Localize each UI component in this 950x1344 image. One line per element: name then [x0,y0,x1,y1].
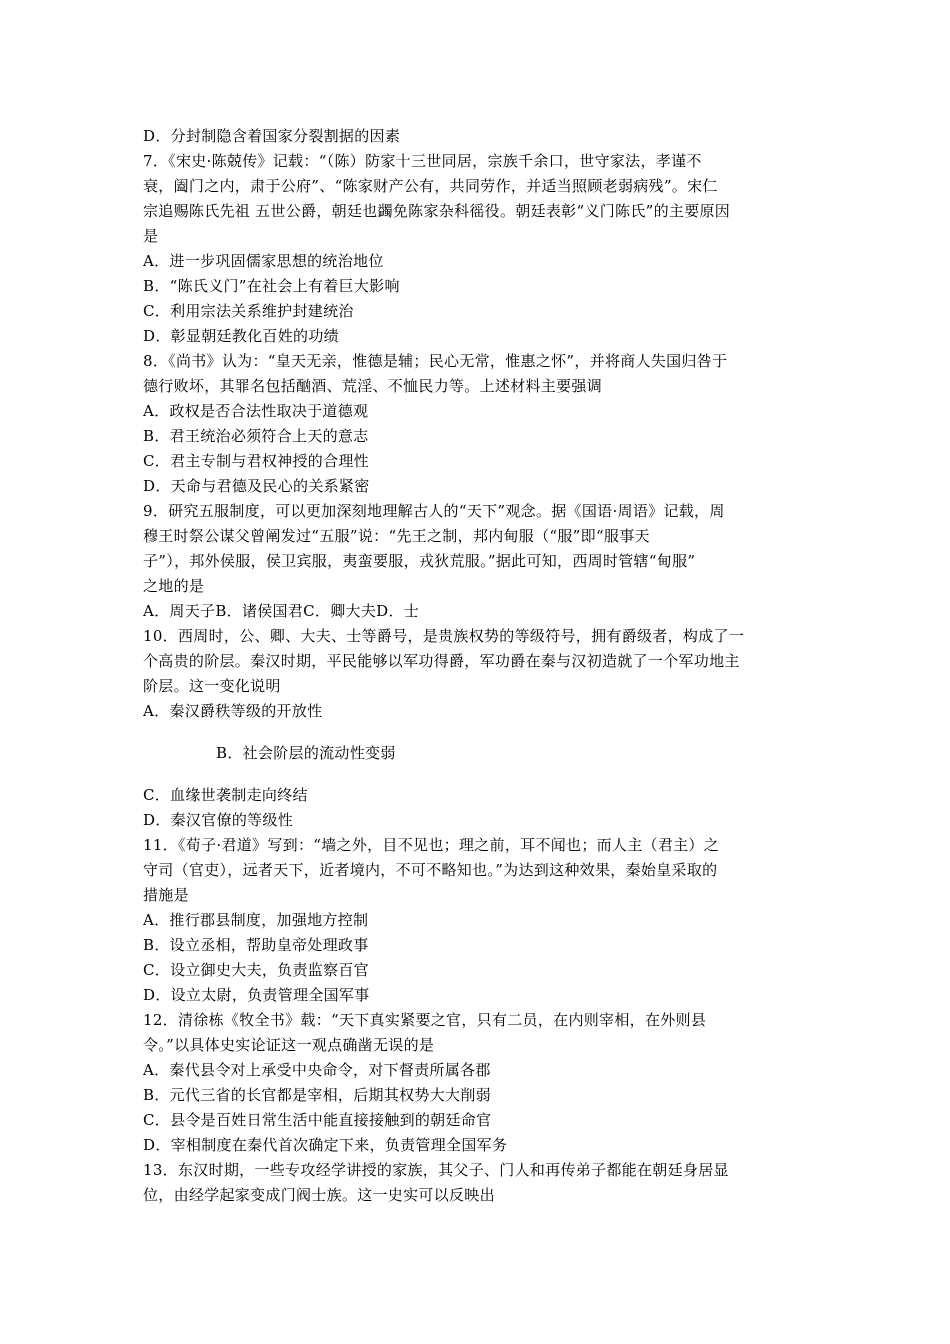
option-8c: C．君主专制与君权神授的合理性 [143,452,369,470]
question-13-line-2: 位，由经学起家变成门阀士族。这一史实可以反映出 [143,1186,495,1204]
option-7d: D．彰显朝廷教化百姓的功绩 [143,327,339,345]
question-11-line-2: 守司（官吏），远者天下，近者境内，不可不略知也。”为达到这种效果，秦始皇采取的 [143,861,718,879]
option-8b: B．君王统治必须符合上天的意志 [143,427,369,445]
option-8d: D．天命与君德及民心的关系紧密 [143,477,370,495]
question-10-line-1: 10．西周时，公、卿、大夫、士等爵号，是贵族权势的等级符号，拥有爵级者，构成了一 [143,627,745,645]
option-10c: C．血缘世袭制走向终结 [143,786,308,804]
question-7-line-1: 7．《宋史·陈兢传》记载：“（陈）防家十三世同居，宗族千余口，世守家法，孝谨不 [143,152,702,170]
question-9-line-4: 之地的是 [143,577,205,595]
option-11c: C．设立御史大夫，负责监察百官 [143,961,369,979]
question-11-line-1: 11．《荀子·君道》写到：“墙之外，目不见也；理之前，耳不闻也；而人主（君主）之 [143,836,720,854]
question-11-line-3: 措施是 [143,886,189,904]
option-7b: B．“陈氏义门”在社会上有着巨大影响 [143,277,400,295]
option-11b: B．设立丞相，帮助皇帝处理政事 [143,936,369,954]
question-9-line-3: 子”），邦外侯服，侯卫宾服，夷蛮要服，戎狄荒服。”据此可知，西周时管辖“甸服” [143,552,696,570]
question-7-line-2: 衰，阖门之内，肃于公府”、“陈家财产公有，共同劳作，并适当照顾老弱病残”。宋仁 [143,177,718,195]
option-7a: A．进一步巩固儒家思想的统治地位 [143,252,384,270]
option-6d: D．分封制隐含着国家分裂割据的因素 [143,127,401,145]
option-11d: D．设立太尉，负责管理全国军事 [143,986,370,1004]
question-7-line-4: 是 [143,227,159,245]
question-8-line-2: 德行败坏，其罪名包括酗酒、荒淫、不恤民力等。上述材料主要强调 [143,377,603,395]
option-12b: B．元代三省的长官都是宰相，后期其权势大大削弱 [143,1086,491,1104]
question-8-line-1: 8．《尚书》认为：“皇天无亲，惟德是辅；民心无常，惟惠之怀”，并将商人失国归咎于 [143,352,728,370]
option-7c: C．利用宗法关系维护封建统治 [143,302,354,320]
option-11a: A．推行郡县制度，加强地方控制 [143,911,369,929]
option-10b: B．社会阶层的流动性变弱 [216,744,396,762]
option-8a: A．政权是否合法性取决于道德观 [143,402,369,420]
question-12-line-1: 12．清徐栋《牧全书》载：“天下真实紧要之官，只有二员，在内则宰相，在外则县 [143,1011,707,1029]
question-10-line-3: 阶层。这一变化说明 [143,677,281,695]
question-9-line-2: 穆王时祭公谋父曾阐发过“五服”说：“先王之制，邦内甸服（“服”即“服事天 [143,527,650,545]
question-7-line-3: 宗追赐陈氏先祖 五世公爵，朝廷也蠲免陈家杂科徭役。朝廷表彰“义门陈氏”的主要原因 [143,202,731,220]
question-10-line-2: 个高贵的阶层。秦汉时期，平民能够以军功得爵，军功爵在秦与汉初造就了一个军功地主 [143,652,740,670]
option-10a: A．秦汉爵秩等级的开放性 [143,702,323,720]
question-9-line-1: 9．研究五服制度，可以更加深刻地理解古人的“天下”观念。据《国语·周语》记载，周 [143,502,725,520]
option-12c: C．县令是百姓日常生活中能直接接触到的朝廷命官 [143,1111,492,1129]
question-12-line-2: 令。”以具体史实论证这一观点确凿无误的是 [143,1036,435,1054]
option-10d: D．秦汉官僚的等级性 [143,811,294,829]
option-12a: A．秦代县令对上承受中央命令，对下督责所属各郡 [143,1061,491,1079]
option-12d: D．宰相制度在秦代首次确定下来，负责管理全国军务 [143,1136,508,1154]
options-9: A．周天子B．诸侯国君C．卿大夫D．士 [143,602,420,620]
question-13-line-1: 13．东汉时期，一些专攻经学讲授的家族，其父子、门人和再传弟子都能在朝廷身居显 [143,1161,729,1179]
